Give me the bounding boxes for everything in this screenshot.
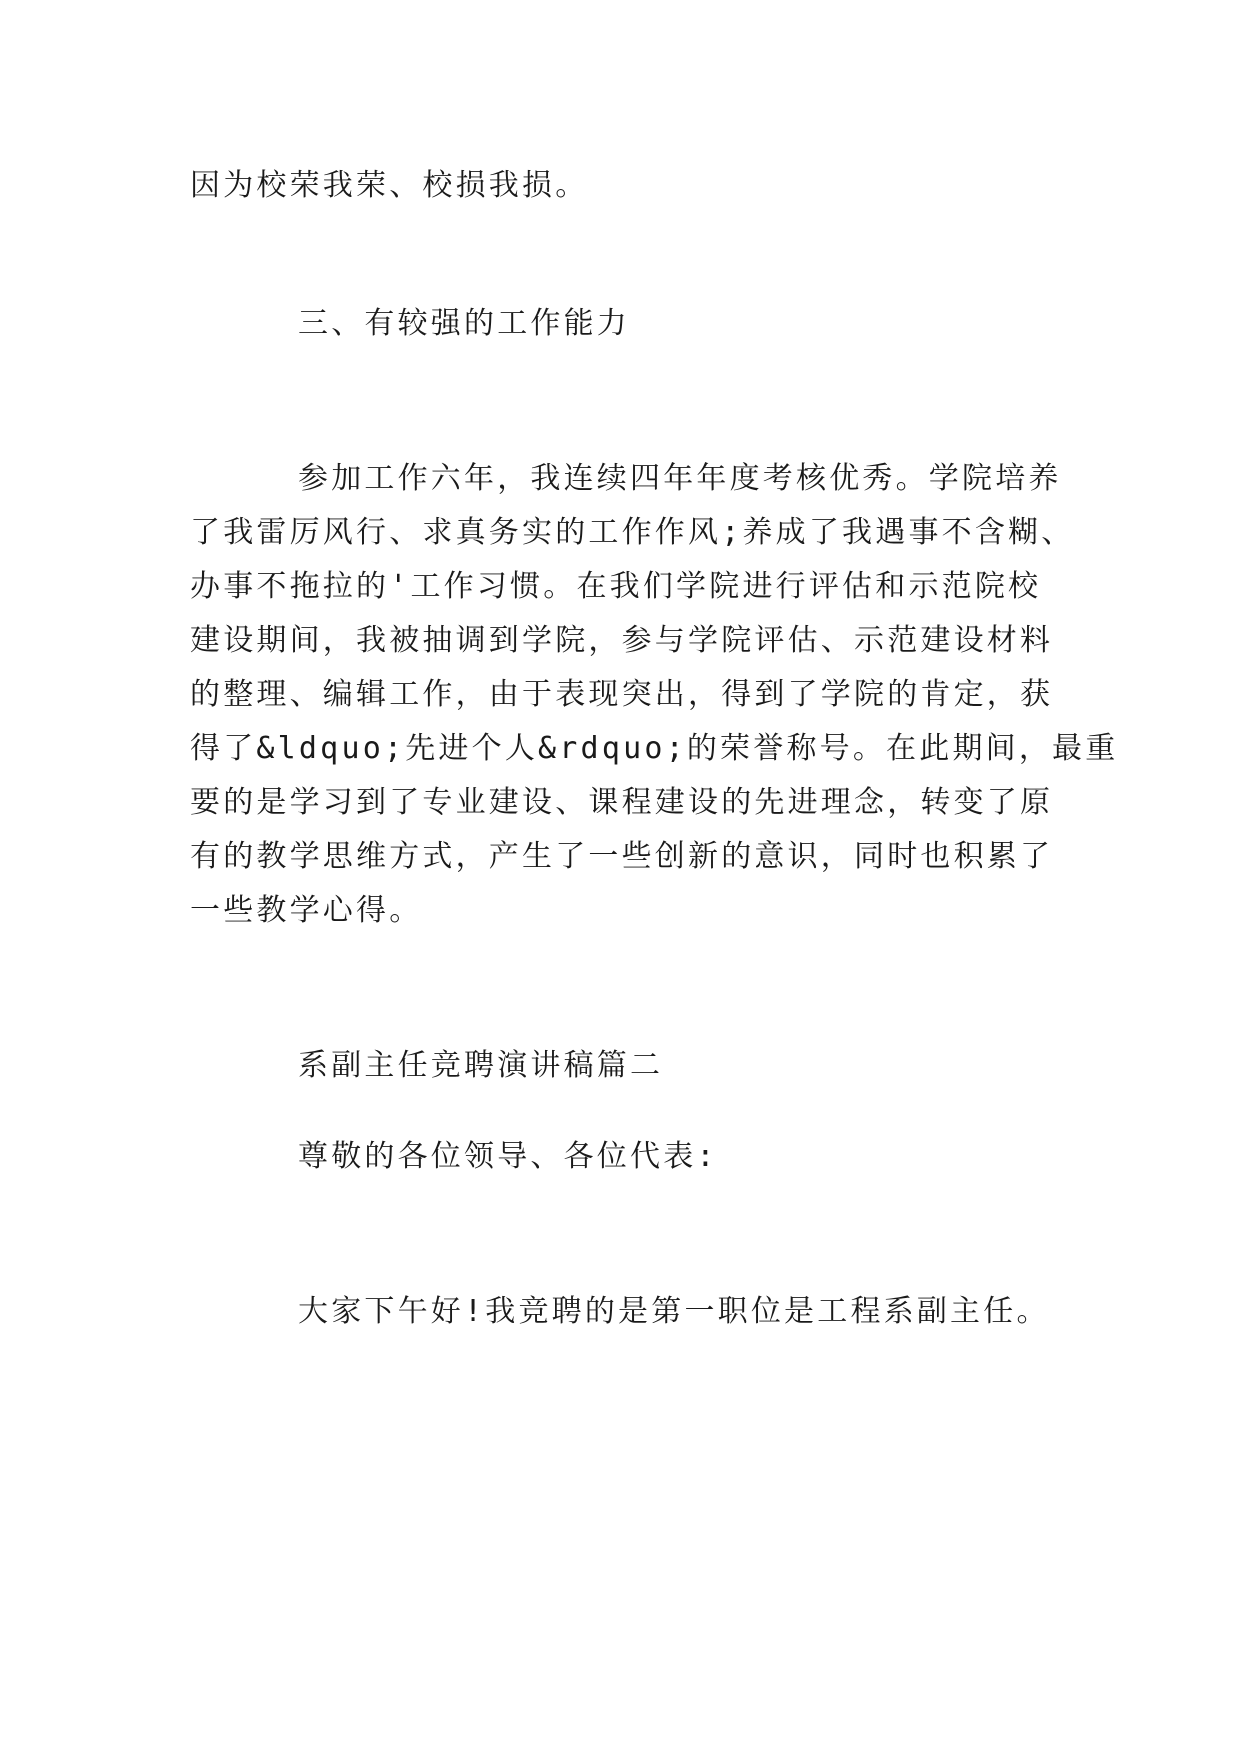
paragraph-line: 有的教学思维方式，产生了一些创新的意识，同时也积累了 — [190, 839, 1054, 874]
opening-line: 大家下午好!我竞聘的是第一职位是工程系副主任。 — [298, 1294, 1050, 1329]
paragraph-line: 要的是学习到了专业建设、课程建设的先进理念，转变了原 — [190, 785, 1054, 820]
paragraph-line: 的整理、编辑工作，由于表现突出，得到了学院的肯定，获 — [190, 677, 1054, 712]
paragraph-line: 一些教学心得。 — [190, 893, 423, 928]
paragraph-line: 参加工作六年，我连续四年年度考核优秀。学院培养 — [298, 461, 1062, 496]
paragraph-line: 办事不拖拉的'工作习惯。在我们学院进行评估和示范院校 — [190, 569, 1042, 604]
document-title: 系副主任竞聘演讲稿篇二 — [298, 1048, 664, 1083]
paragraph-line: 因为校荣我荣、校损我损。 — [190, 168, 589, 203]
paragraph-line: 得了&ldquo;先进个人&rdquo;的荣誉称号。在此期间，最重 — [190, 731, 1119, 766]
section-heading: 三、有较强的工作能力 — [298, 306, 630, 341]
paragraph-line: 建设期间，我被抽调到学院，参与学院评估、示范建设材料 — [190, 623, 1054, 658]
salutation: 尊敬的各位领导、各位代表: — [298, 1139, 718, 1174]
paragraph-line: 了我雷厉风行、求真务实的工作作风;养成了我遇事不含糊、 — [190, 515, 1075, 550]
